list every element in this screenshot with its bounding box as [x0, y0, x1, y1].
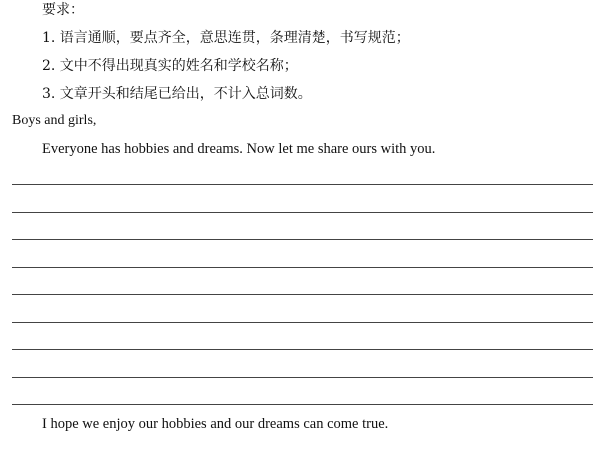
- essay-greeting: Boys and girls,: [12, 113, 97, 128]
- writing-line: [12, 212, 593, 213]
- writing-line: [12, 267, 593, 268]
- requirement-item-3: 3. 文章开头和结尾已给出，不计入总词数。: [42, 86, 312, 102]
- requirement-item-1: 1. 语言通顺，要点齐全，意思连贯，条理清楚，书写规范；: [42, 30, 410, 46]
- writing-line: [12, 404, 593, 405]
- writing-line: [12, 377, 593, 378]
- writing-line: [12, 294, 593, 295]
- essay-opening: Everyone has hobbies and dreams. Now let me share ours with you.: [42, 141, 436, 157]
- requirement-item-2: 2. 文中不得出现真实的姓名和学校名称；: [42, 58, 298, 74]
- writing-line: [12, 184, 593, 185]
- writing-line: [12, 322, 593, 323]
- requirements-title: 要求：: [42, 2, 84, 18]
- writing-line: [12, 239, 593, 240]
- essay-closing: I hope we enjoy our hobbies and our dreams can come true.: [42, 416, 389, 432]
- writing-line: [12, 349, 593, 350]
